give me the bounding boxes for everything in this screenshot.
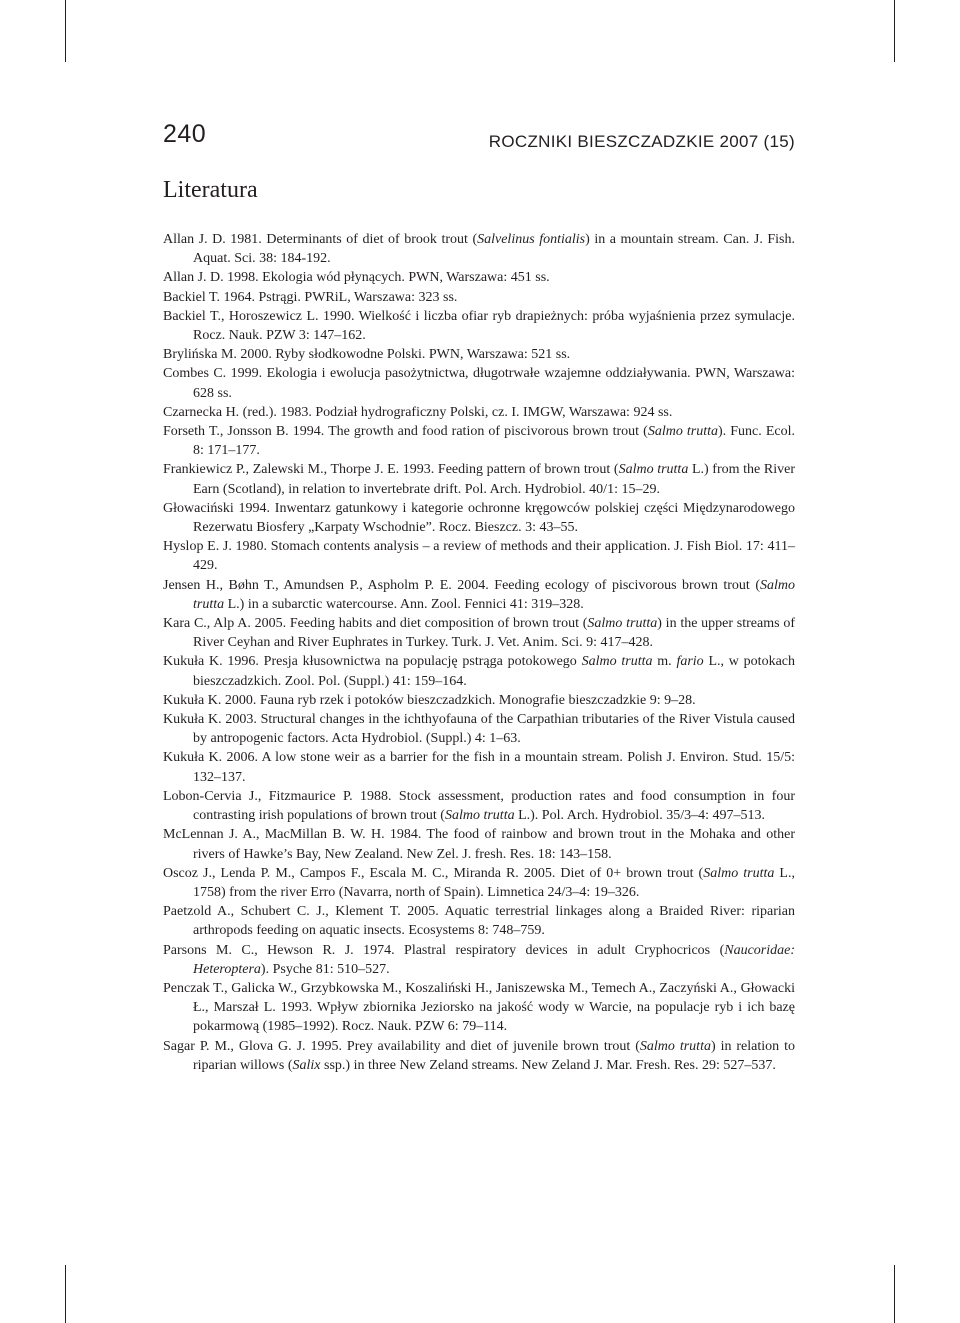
reference-entry xyxy=(163,1037,795,1075)
reference-text: Allan J. D. 1998. Ekologia wód płynących. PWN, Warszawa: 451 ss. xyxy=(163,270,550,286)
reference-entry xyxy=(163,268,795,287)
reference-text: Kukuła K. 2000. Fauna ryb rzek i potoków bieszczadzkich. Monografie bieszczadzkie 9: 9–28. xyxy=(163,692,696,708)
reference-text: Oscoz J., Lenda P. M., Campos F., Escala M. C., Miranda R. 2005. Diet of 0+ brown trout ( xyxy=(163,865,704,881)
reference-entry xyxy=(163,748,795,786)
reference-entry xyxy=(163,787,795,825)
reference-text: ). Func. Ecol. 8: 171–177. xyxy=(193,424,795,459)
reference-text: Hyslop E. J. 1980. Stomach contents analysis – a review of methods and their application. J. Fish Biol. 17: 411–429. xyxy=(163,539,795,574)
reference-text: Backiel T., Horoszewicz L. 1990. Wielkość i liczba ofiar ryb drapieżnych: próba wyjaśnienia przez symulacje. Rocz. Nauk. PZW 3: 147–162. xyxy=(163,308,795,344)
reference-text: Sagar P. M., Glova G. J. 1995. Prey availability and diet of juvenile brown trout ( xyxy=(163,1038,640,1054)
reference-entry xyxy=(163,345,795,364)
reference-text: ssp.) in three New Zeland streams. New Zeland J. Mar. Fresh. Res. 29: 527–537. xyxy=(320,1057,776,1073)
reference-entry xyxy=(163,537,795,575)
reference-entry xyxy=(163,288,795,307)
reference-list xyxy=(163,230,795,1075)
reference-text: L., w potokach bieszczadzkich. Zool. Pol. (Suppl.) 41: 159–164. xyxy=(193,654,796,689)
crop-mark-top-right xyxy=(894,0,895,62)
reference-italic-text: Salmo trutta xyxy=(444,808,515,824)
reference-italic-text: Salmo trutta xyxy=(703,865,775,881)
journal-name: ROCZNIKI BIESZCZADZKIE 2007 (15) xyxy=(488,132,795,151)
reference-text: Kukuła K. 2006. A low stone weir as a barrier for the fish in a mountain stream. Polish J. Environ. Stud. 15/5: 132–137. xyxy=(163,750,795,785)
reference-entry xyxy=(163,941,795,979)
reference-entry xyxy=(163,710,795,748)
reference-text: Lobon-Cervia J., Fitzmaurice P. 1988. Stock assessment, production rates and food consumption in four contrasting irish populations of brown trout ( xyxy=(163,788,795,824)
reference-italic-text: Salvelinus fontialis xyxy=(477,232,586,247)
reference-entry xyxy=(163,307,795,345)
reference-text: ). Psyche 81: 510–527. xyxy=(260,961,390,977)
reference-text: Frankiewicz P., Zalewski M., Thorpe J. E. 1993. Feeding pattern of brown trout ( xyxy=(163,462,619,478)
reference-text: Backiel T. 1964. Pstrągi. PWRiL, Warszawa: 323 ss. xyxy=(163,289,458,305)
reference-entry xyxy=(163,902,795,940)
reference-entry xyxy=(163,499,795,537)
reference-italic-text: Salmo trutta xyxy=(639,1038,711,1054)
reference-text: Allan J. D. 1981. Determinants of diet of brook trout ( xyxy=(163,232,478,247)
crop-mark-bottom-right xyxy=(894,1265,895,1323)
reference-text: Kukuła K. 1996. Presja kłusownictwa na populację pstrąga potokowego xyxy=(163,654,582,670)
reference-entry xyxy=(163,864,795,902)
reference-italic-text: Salix xyxy=(292,1057,321,1073)
reference-italic-text: Salmo trutta xyxy=(193,577,795,612)
crop-mark-bottom-left xyxy=(65,1265,66,1323)
reference-entry xyxy=(163,422,795,460)
reference-entry xyxy=(163,652,795,690)
page-number: 240 xyxy=(163,120,207,148)
reference-text: ) in relation to riparian willows ( xyxy=(193,1038,795,1073)
reference-entry xyxy=(163,460,795,498)
crop-mark-top-left xyxy=(65,0,66,62)
reference-italic-text: Salmo trutta xyxy=(587,616,658,632)
reference-text: Parsons M. C., Hewson R. J. 1974. Plastral respiratory devices in adult Cryphocricos ( xyxy=(163,942,725,958)
reference-entry xyxy=(163,614,795,652)
reference-italic-text: Salmo trutta xyxy=(618,462,689,478)
reference-text: L., 1758) from the river Erro (Navarra, north of Spain). Limnetica 24/3–4: 19–326. xyxy=(193,865,795,900)
reference-entry xyxy=(163,691,795,710)
reference-text: Czarnecka H. (red.). 1983. Podział hydrograficzny Polski, cz. I. IMGW, Warszawa: 924 ss. xyxy=(163,404,673,420)
reference-text: Paetzold A., Schubert C. J., Klement T. 2005. Aquatic terrestrial linkages along a Braided River: riparian arthropods feeding on aquatic insects. Ecosystems 8: 748–759. xyxy=(163,904,795,939)
reference-text: L.) in a subarctic watercourse. Ann. Zool. Fennici 41: 319–328. xyxy=(224,596,584,612)
reference-entry xyxy=(163,576,795,614)
reference-text: ) in a mountain stream. Can. J. Fish. Aquat. Sci. 38: 184-192. xyxy=(193,232,796,267)
section-title: Literatura xyxy=(163,177,258,203)
reference-text: Forseth T., Jonsson B. 1994. The growth and food ration of piscivorous brown trout ( xyxy=(163,424,648,440)
reference-text: Głowaciński 1994. Inwentarz gatunkowy i kategorie ochronne kręgowców polskiej części Międzynarodowego Rezerwatu Biosfery „Karpaty Wschodnie”. Rocz. Bieszcz. 3: 43–55. xyxy=(163,500,795,536)
reference-text: L.). Pol. Arch. Hydrobiol. 35/3–4: 497–513. xyxy=(514,808,766,824)
reference-text: Brylińska M. 2000. Ryby słodkowodne Polski. PWN, Warszawa: 521 ss. xyxy=(163,347,571,363)
reference-text: ) in the upper streams of River Ceyhan and River Euphrates in Turkey. Turk. J. Vet. Anim. Sci. 9: 417–428. xyxy=(193,616,795,651)
reference-italic-text: fario xyxy=(676,654,704,670)
reference-text: Kukuła K. 2003. Structural changes in the ichthyofauna of the Carpathian tributaries of the River Vistula caused by antropogenic factors. Acta Hydrobiol. (Suppl.) 4: 1–63. xyxy=(163,712,795,747)
running-header xyxy=(163,118,795,158)
reference-entry xyxy=(163,403,795,422)
reference-text: m. xyxy=(652,654,677,670)
reference-italic-text: Salmo trutta xyxy=(647,424,719,440)
reference-entry xyxy=(163,230,795,268)
reference-italic-text: Salmo trutta xyxy=(581,654,653,670)
reference-text: L.) from the River Earn (Scotland), in relation to invertebrate drift. Pol. Arch. Hydrobiol. 40/1: 15–29. xyxy=(193,462,795,497)
reference-text: Combes C. 1999. Ekologia i ewolucja pasożytnictwa, długotrwałe wzajemne oddziaływania. PWN, Warszawa: 628 ss. xyxy=(163,366,795,401)
reference-text: Jensen H., Bøhn T., Amundsen P., Aspholm P. E. 2004. Feeding ecology of piscivorous brown trout ( xyxy=(163,577,760,593)
reference-text: McLennan J. A., MacMillan B. W. H. 1984. The food of rainbow and brown trout in the Mohaka and other rivers of Hawke’s Bay, New Zealand. New Zel. J. fresh. Res. 18: 143–158. xyxy=(163,827,795,862)
reference-italic-text: Naucoridae: Heteroptera xyxy=(193,942,795,977)
reference-entry xyxy=(163,364,795,402)
reference-entry xyxy=(163,825,795,863)
reference-text: Penczak T., Galicka W., Grzybkowska M., Koszaliński H., Janiszewska M., Temech A., Zaczyński A., Głowacki Ł., Marszał L. 1993. Wpływ zbiornika Jeziorsko na jakość wody w Warcie, na populacje ryb i ich bazę pokarmową (1985–1992). Rocz. Nauk. PZW 6: 79–114. xyxy=(163,980,795,1035)
reference-entry xyxy=(163,979,795,1037)
reference-text: Kara C., Alp A. 2005. Feeding habits and diet composition of brown trout ( xyxy=(163,616,588,632)
